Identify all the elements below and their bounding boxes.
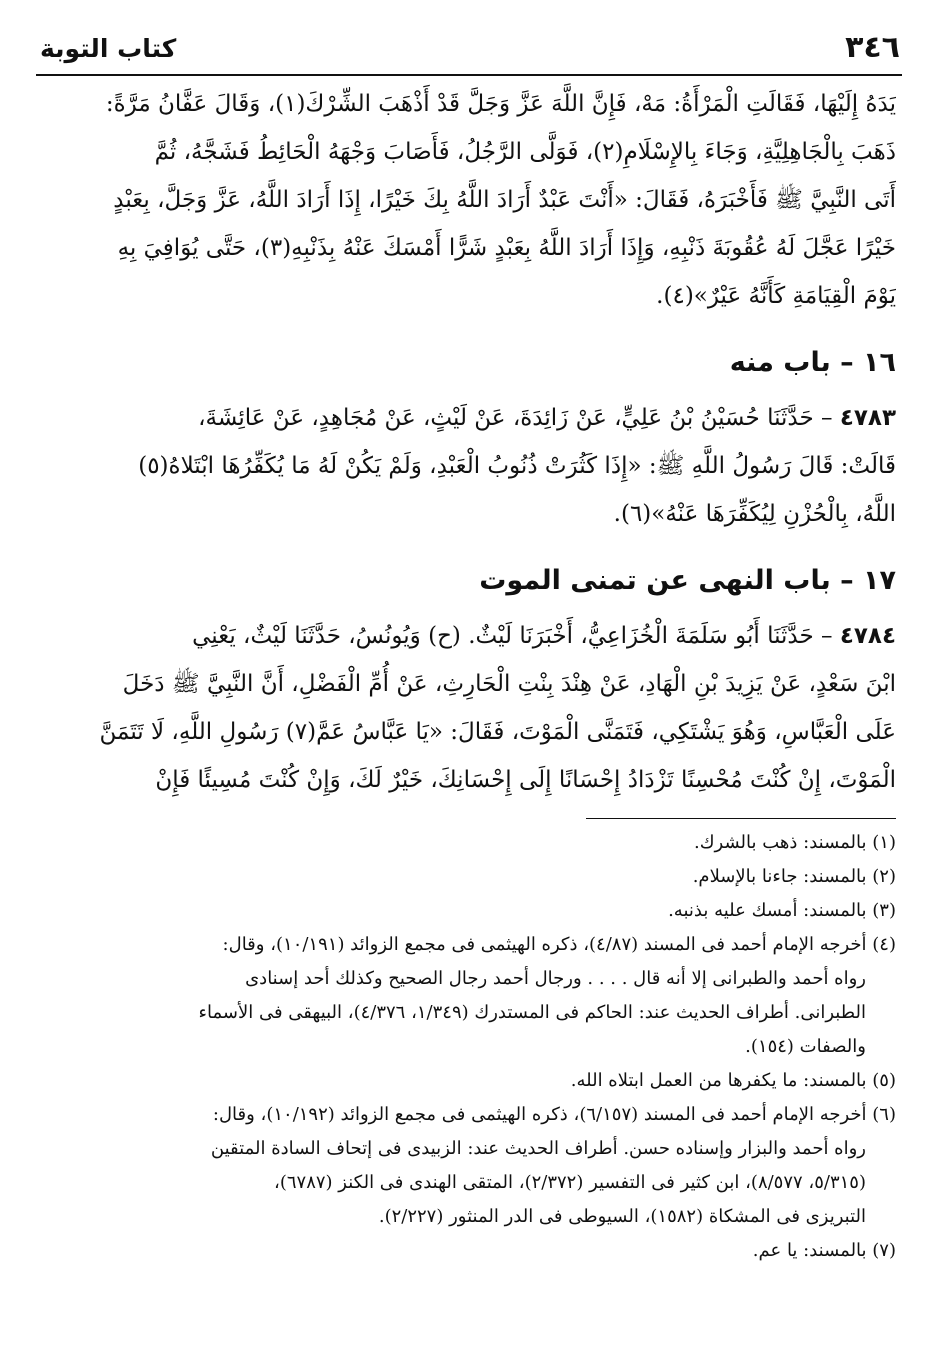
footnote-3: (٣) بالمسند: أمسك عليه بذنبه. [668,900,896,921]
footnotes [40,826,896,1268]
hadith-4783-first-line [52,394,896,442]
book-title: كتاب التوبة [40,34,177,63]
footnote-6-continuation: رواه أحمد والبزار وإسناده حسن. أطراف الحديث عند: الزبيدى فى إتحاف السادة المتقين [210,1138,866,1159]
hadith-4784-first-line [52,612,896,660]
footnote-6: (٦) أخرجه الإمام أحمد فى المسند (٦/١٥٧)، ذكره الهيثمى فى مجمع الزوائد (١٠/١٩٢)، وقال: [212,1104,896,1125]
footnote-separator [586,818,896,819]
hadith-text: – حَدَّثَنَا حُسَيْنُ بْنُ عَلِيٍّ، عَنْ زَائِدَةَ، عَنْ لَيْثٍ، عَنْ مُجَاهِدٍ، عَنْ عَائِشَةَ، [198,405,833,431]
hadith-number: ٤٧٨٣ [839,405,896,431]
main-text [52,80,896,804]
running-header [40,30,900,70]
text-line: يَوْمَ الْقِيَامَةِ كَأَنَّهُ عَيْرٌ»(٤). [656,283,896,309]
text-line: قَالَتْ: قَالَ رَسُولُ اللَّهِ ﷺ: «إِذَا كَثُرَتْ ذُنُوبُ الْعَبْدِ، وَلَمْ يَكُنْ لَهُ مَا يُكَفِّرُهَا ابْتَلاهُ(٥) [138,453,896,479]
hadith-number: ٤٧٨٤ [839,623,896,649]
footnote-6-continuation: التبريزى فى المشكاة (١٥٨٢)، السيوطى فى الدر المنثور (٢/٢٢٧). [378,1206,866,1227]
page-number: ٣٤٦ [845,30,900,65]
chapter-heading-16: ١٦ – باب منه [729,347,896,378]
text-line: يَدَهُ إِلَيْهَا، فَقَالَتِ الْمَرْأَةُ: مَهْ، فَإِنَّ اللَّهَ عَزَّ وَجَلَّ قَدْ أَذْهَبَ الشِّرْكَ(١)، وَقَالَ عَفَّانُ مَرَّةً: [105,91,896,117]
text-line: ابْنَ سَعْدٍ، عَنْ يَزِيدَ بْنِ الْهَادِ، عَنْ هِنْدَ بِنْتِ الْحَارِثِ، عَنْ أُمِّ الْفَضْلِ، أَنَّ النَّبِيَّ ﷺ دَخَلَ [122,671,896,697]
text-line: الْمَوْتَ، إِنْ كُنْتَ مُحْسِنًا تَزْدَادُ إِحْسَانًا إِلَى إِحْسَانِكَ، خَيْرٌ لَكَ، وَإِنْ كُنْتَ مُسِيئًا فَإِنْ [155,767,896,793]
header-rule [36,74,902,76]
text-line: خَيْرًا عَجَّلَ لَهُ عُقُوبَةَ ذَنْبِهِ، وَإِذَا أَرَادَ اللَّهُ بِعَبْدٍ شَرًّا أَمْسَكَ عَنْهُ بِذَنْبِهِ(٣)، حَتَّى يُوَافِيَ بِهِ [117,235,896,261]
footnote-7: (٧) بالمسند: يا عم. [752,1240,896,1261]
hadith-text: – حَدَّثَنَا أَبُو سَلَمَةَ الْخُزَاعِيُّ، أَخْبَرَنَا لَيْثٌ. (ح) وَيُونُسُ، حَدَّثَنَا لَيْثٌ، يَعْنِي [192,623,833,649]
text-line: ذَهَبَ بِالْجَاهِلِيَّةِ، وَجَاءَ بِالإِسْلَامِ(٢)، فَوَلَّى الرَّجُلُ، فَأَصَابَ وَجْهَهُ الْحَائِطُ فَشَجَّهُ، ثُمَّ [154,139,896,165]
footnote-4-continuation: رواه أحمد والطبرانى إلا أنه قال . . . . ورجال أحمد رجال الصحيح وكذلك أحد إسنادى [245,968,866,989]
footnote-1: (١) بالمسند: ذهب بالشرك. [694,832,896,853]
chapter-heading-17: ١٧ – باب النهى عن تمنى الموت [479,565,896,596]
text-line: أَتَى النَّبِيَّ ﷺ فَأَخْبَرَهُ، فَقَالَ: «أَنْتَ عَبْدٌ أَرَادَ اللَّهُ بِكَ خَيْرًا، إِذَا أَرَادَ اللَّهُ، عَزَّ وَجَلَّ، بِعَبْدٍ [113,187,896,213]
footnote-6-continuation: (٥/٣١٥، ٨/٥٧٧)، ابن كثير فى التفسير (٢/٣٧٢)، المتقى الهندى فى الكنز (٦٧٨٧)، [274,1172,866,1193]
footnote-2: (٢) بالمسند: جاءنا بالإسلام. [692,866,896,887]
footnote-4-continuation: والصفات (١٥٤). [745,1036,866,1057]
footnote-4-continuation: الطبرانى. أطراف الحديث عند: الحاكم فى المستدرك (١/٣٤٩، ٤/٣٧٦)، البيهقى فى الأسماء [198,1002,866,1023]
footnote-5: (٥) بالمسند: ما يكفرها من العمل ابتلاه الله. [570,1070,896,1091]
text-line: عَلَى الْعَبَّاسِ، وَهُوَ يَشْتَكِي، فَتَمَنَّى الْمَوْتَ، فَقَالَ: «يَا عَبَّاسُ عَمَّ(٧) رَسُولِ اللَّهِ، لَا تَتَمَنَّ [99,719,896,745]
footnote-4: (٤) أخرجه الإمام أحمد فى المسند (٤/٨٧)، ذكره الهيثمى فى مجمع الزوائد (١٠/١٩١)، وقال: [222,934,896,955]
text-line: اللَّهُ، بِالْحُزْنِ لِيُكَفِّرَهَا عَنْهُ»(٦). [613,501,896,527]
